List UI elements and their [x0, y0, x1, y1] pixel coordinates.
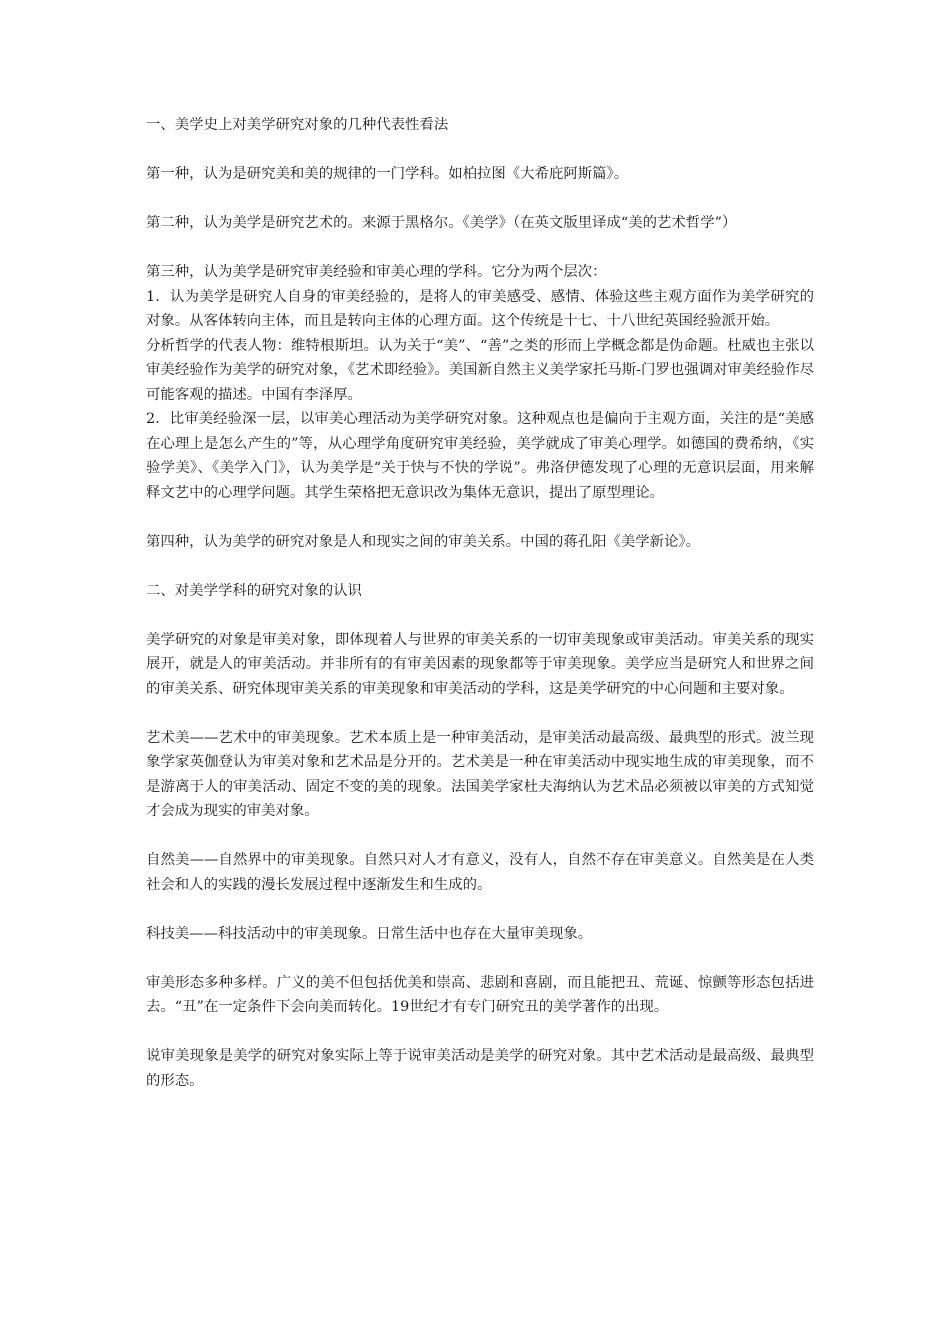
section-heading-1: 一、美学史上对美学研究对象的几种代表性看法	[146, 117, 449, 133]
section-heading-2: 二、对美学学科的研究对象的认识	[146, 582, 362, 599]
paragraph-research-object: 美学研究的对象是审美对象，即体现着人与世界的审美关系的一切审美现象或审美活动。审美关系的现实展开，就是人的审美活动。并非所有的有审美因素的现象都等于审美现象。美学应当是研究人和世界之间的审美关系、研究体现审美关系的审美现象和审美活动的学科，这是美学研究的中心问题和主要对象。	[146, 631, 814, 697]
spacer	[146, 1020, 814, 1045]
spacer	[146, 554, 814, 579]
spacer	[146, 505, 814, 530]
spacer	[146, 603, 814, 628]
spacer	[146, 824, 814, 849]
paragraph-art-beauty: 艺术美——艺术中的审美现象。艺术本质上是一种审美活动，是审美活动最高级、最典型的形式。波兰现象学家英伽登认为审美对象和艺术品是分开的。艺术美是一种在审美活动中现实地生成的审美现象，而不是游离于人的审美活动、固定不变的美的现象。法国美学家杜夫海纳认为艺术品必须被以审美的方式知觉才会成为现实的审美对象。	[146, 729, 814, 819]
spacer	[146, 946, 814, 971]
paragraph-analytic-philosophy: 分析哲学的代表人物：维特根斯坦。认为关于“美”、“善”之类的形而上学概念都是伪命题。杜威也主张以审美经验作为美学的研究对象，《艺术即经验》。美国新自然主义美学家托马斯-门罗也强调对审美经验作尽可能客观的描述。中国有李泽厚。	[146, 337, 814, 403]
paragraph-view-3: 第三种，认为美学是研究审美经验和审美心理的学科。它分为两个层次：	[146, 264, 607, 280]
paragraph-view-3-level-1: 1．认为美学是研究人自身的审美经验的，是将人的审美感受、感情、体验这些主观方面作为美学研究的对象。从客体转向主体，而且是转向主体的心理方面。这个传统是十七、十八世纪英国经验派开始。	[146, 288, 814, 329]
spacer	[146, 187, 814, 212]
paragraph-view-4: 第四种，认为美学的研究对象是人和现实之间的审美关系。中国的蒋孔阳《美学新论》。	[146, 533, 701, 550]
paragraph-natural-beauty: 自然美——自然界中的审美现象。自然只对人才有意义，没有人，自然不存在审美意义。自然美是在人类社会和人的实践的漫长发展过程中逐渐发生和生成的。	[146, 852, 814, 893]
document-page	[146, 113, 814, 1093]
paragraph-aesthetic-forms: 审美形态多种多样。广义的美不但包括优美和崇高、悲剧和喜剧，而且能把丑、荒诞、惊颤等形态包括进去。“丑”在一定条件下会向美而转化。19世纪才有专门研究丑的美学著作的出现。	[146, 974, 814, 1015]
paragraph-view-1: 第一种，认为是研究美和美的规律的一门学科。如柏拉图《大希庇阿斯篇》。	[146, 166, 629, 182]
spacer	[146, 897, 814, 922]
paragraph-tech-beauty: 科技美——科技活动中的审美现象。日常生活中也存在大量审美现象。	[146, 925, 593, 942]
spacer	[146, 236, 814, 261]
paragraph-view-3-level-2: 2．比审美经验深一层，以审美心理活动为美学研究对象。这种观点也是偏向于主观方面，关注的是“美感在心理上是怎么产生的”等，从心理学角度研究审美经验，美学就成了审美心理学。如德国的费希纳，《实验学美》、《美学入门》，认为美学是“关于快与不快的学说”。弗洛伊德发现了心理的无意识层面，用来解释文艺中的心理学问题。其学生荣格把无意识改为集体无意识，提出了原型理论。	[146, 411, 814, 501]
paragraph-conclusion: 说审美现象是美学的研究对象实际上等于说审美活动是美学的研究对象。其中艺术活动是最高级、最典型的形态。	[146, 1048, 814, 1089]
spacer	[146, 138, 814, 163]
paragraph-view-2: 第二种，认为美学是研究艺术的。来源于黑格尔。《美学》（在英文版里译成“美的艺术哲学”）	[146, 215, 737, 231]
spacer	[146, 701, 814, 726]
